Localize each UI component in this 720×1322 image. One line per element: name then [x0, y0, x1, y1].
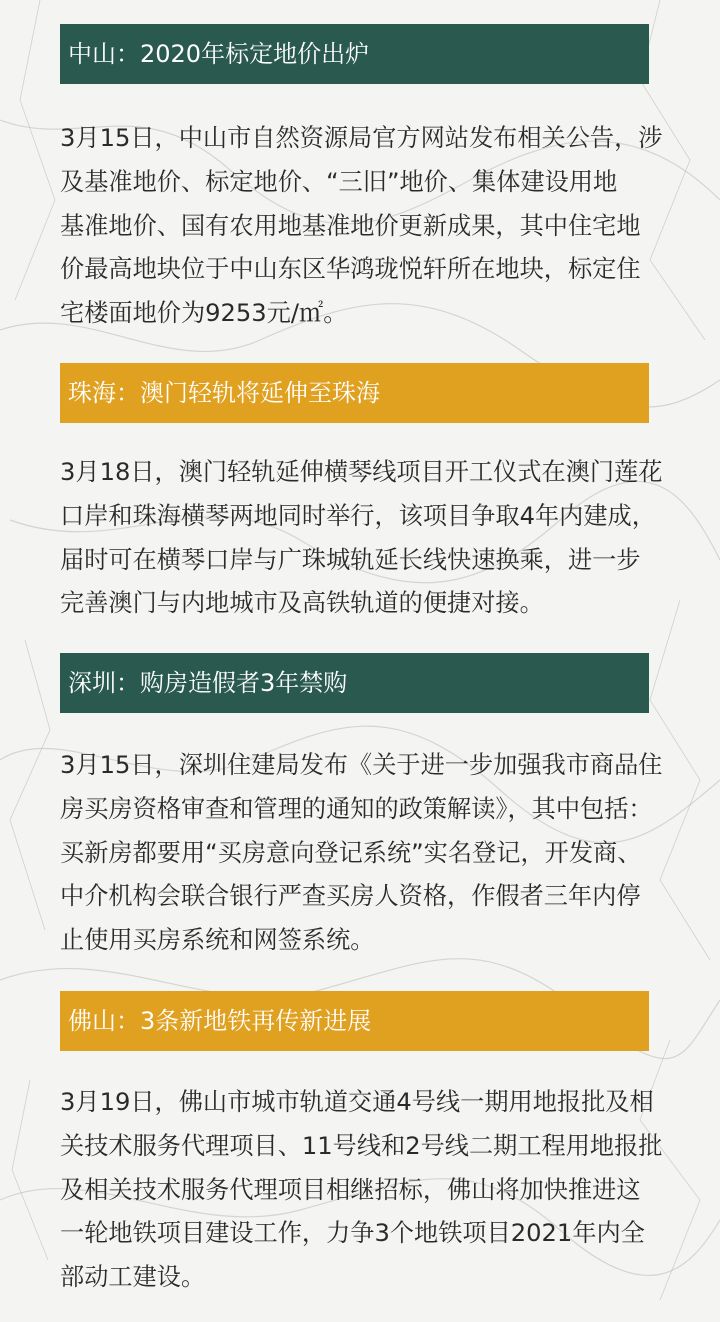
- section-header-foshan: 佛山：3条新地铁再传新进展: [60, 991, 649, 1051]
- section-header-zhuhai: 珠海：澳门轻轨将延伸至珠海: [60, 363, 649, 423]
- body-line: 届时可在横琴口岸与广珠城轨延长线快速换乘，进一步: [60, 545, 641, 574]
- section-body-zhongshan: [60, 117, 663, 336]
- body-line: 及相关技术服务代理项目相继招标，佛山将加快推进这: [60, 1175, 641, 1204]
- body-line: 3月15日，中山市自然资源局官方网站发布相关公告，涉: [60, 124, 663, 152]
- body-line: 3月15日，深圳住建局发布《关于进一步加强我市商品住: [60, 751, 663, 779]
- body-line: 3月19日，佛山市城市轨道交通4号线一期用地报批及相: [60, 1088, 654, 1116]
- body-line: 中介机构会联合银行严查买房人资格，作假者三年内停: [60, 882, 641, 911]
- body-line: 完善澳门与内地城市及高铁轨道的便捷对接。: [60, 589, 544, 618]
- body-line: 宅楼面地价为9253元/㎡。: [60, 299, 348, 328]
- section-header-shenzhen: 深圳：购房造假者3年禁购: [60, 653, 649, 713]
- body-line: 一轮地铁项目建设工作，力争3个地铁项目2021年内全: [60, 1219, 645, 1248]
- section-header-zhongshan: 中山：2020年标定地价出炉: [60, 24, 649, 84]
- body-line: 关技术服务代理项目、11号线和2号线二期工程用地报批: [60, 1131, 663, 1160]
- body-line: 及基准地价、标定地价、“三旧”地价、集体建设用地: [60, 167, 618, 196]
- section-body-shenzhen: [60, 744, 663, 963]
- body-line: 价最高地块位于中山东区华鸿珑悦轩所在地块，标定住: [60, 255, 641, 284]
- body-line: 3月18日，澳门轻轨延伸横琴线项目开工仪式在澳门莲花: [60, 458, 663, 486]
- body-line: 止使用买房系统和网签系统。: [60, 926, 375, 955]
- section-body-zhuhai: [60, 451, 663, 626]
- body-line: 房买房资格审查和管理的通知的政策解读》，其中包括：: [60, 794, 653, 823]
- body-line: 买新房都要用“买房意向登记系统”实名登记，开发商、: [60, 838, 642, 867]
- body-line: 部动工建设。: [60, 1263, 206, 1292]
- body-line: 口岸和珠海横琴两地同时举行，该项目争取4年内建成，: [60, 501, 656, 530]
- section-body-foshan: [60, 1081, 663, 1300]
- body-line: 基准地价、国有农用地基准地价更新成果，其中住宅地: [60, 211, 641, 240]
